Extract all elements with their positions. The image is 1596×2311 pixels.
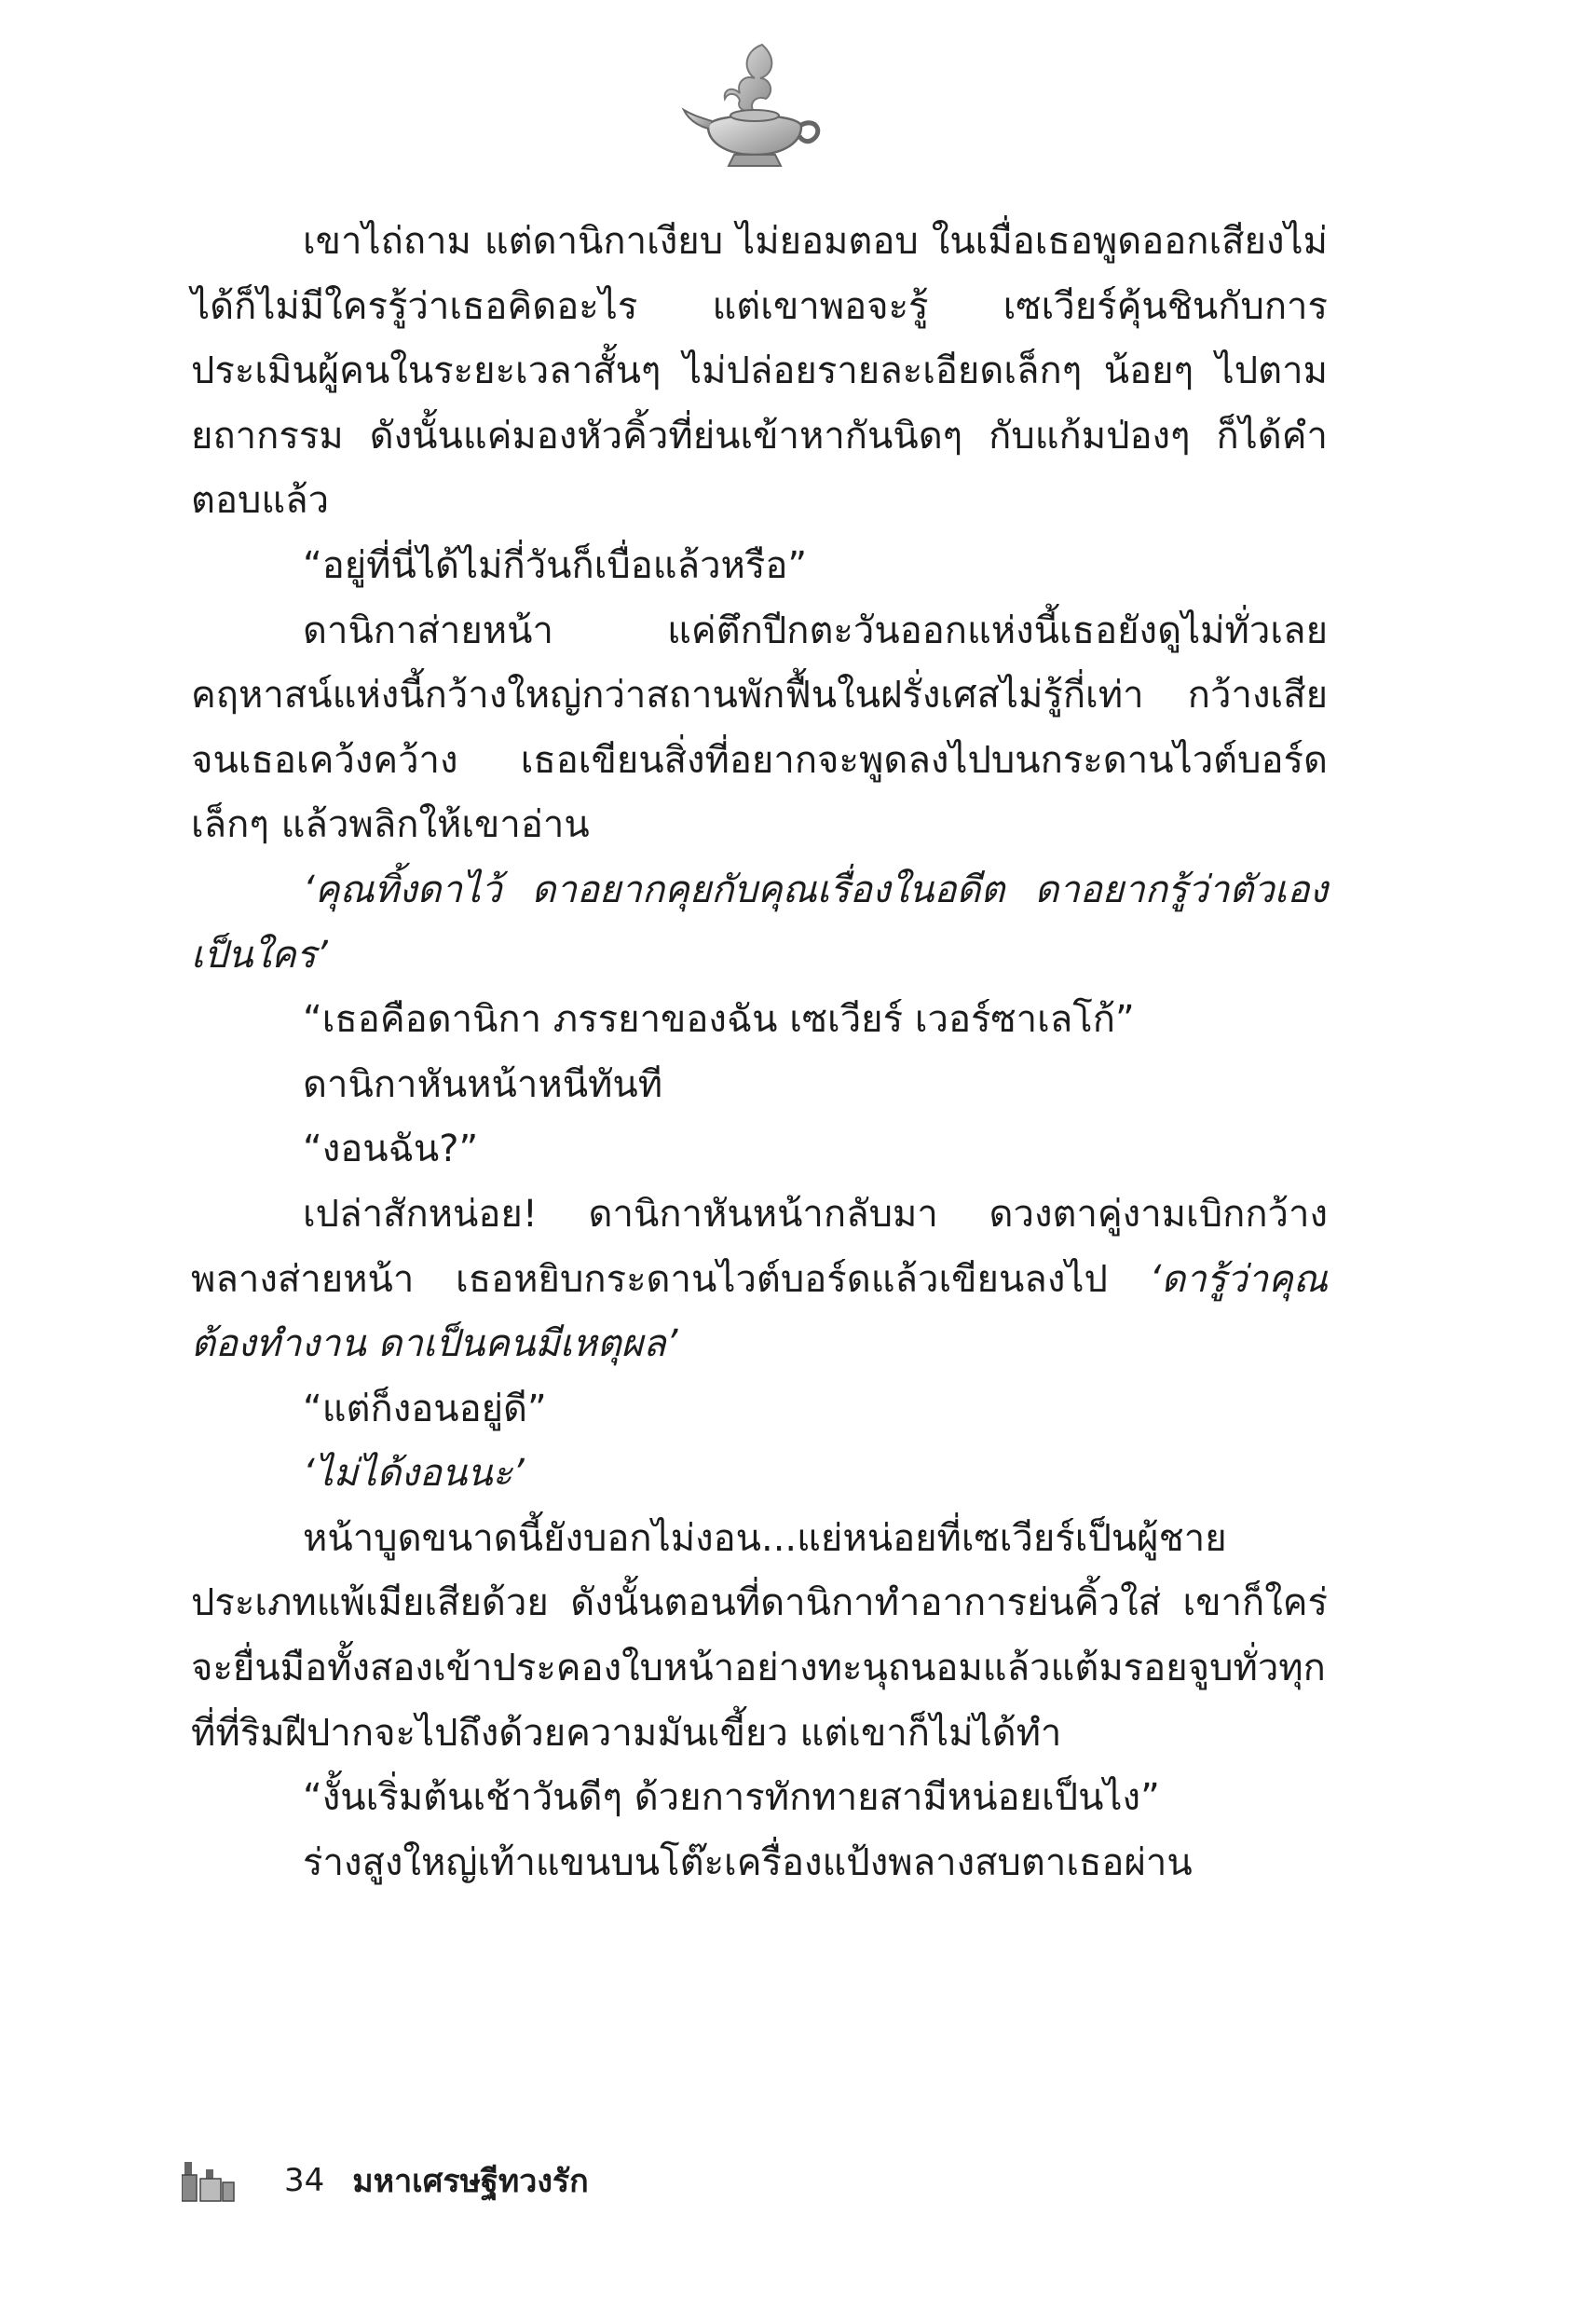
paragraph: “เธอคือดานิกา ภรรยาของฉัน เซเวียร์ เวอร์ซาเลโก้” — [303, 998, 1135, 1042]
page-body — [191, 210, 1328, 2129]
paragraph: ร่างสูงใหญ่เท้าแขนบนโต๊ะเครื่องแป้งพลางสบตาเธอผ่าน — [303, 1840, 1193, 1884]
paragraph-italic: ‘ไม่ได้งอนนะ’ — [303, 1452, 525, 1496]
paragraph: ดานิกาส่ายหน้า แค่ตึกปีกตะวันออกแห่งนี้เธอยังดูไม่ทั่วเลย คฤหาสน์แห่งนี้กว้างใหญ่กว่าสถานพักฟื้นในฝรั่งเศสไม่รู้กี่เท่า กว้างเสียจนเธอเคว้งคว้าง เธอเขียนสิ่งที่อยากจะพูดลงไปบนกระดานไวต์บอร์ดเล็กๆ แล้วพลิกให้เขาอ่าน — [191, 609, 1328, 847]
paragraph: “อยู่ที่นี่ได้ไม่กี่วันก็เบื่อแล้วหรือ” — [303, 543, 808, 587]
paragraph: ดานิกาหันหน้าหนีทันที — [303, 1062, 663, 1106]
paragraph: เขาไถ่ถาม แต่ดานิกาเงียบ ไม่ยอมตอบ ในเมื่อเธอพูดออกเสียงไม่ได้ก็ไม่มีใครรู้ว่าเธอคิดอะไร แต่เขาพอจะรู้ เซเวียร์คุ้นชินกับการประเมินผู้คนในระยะเวลาสั้นๆ ไม่ปล่อยรายละเอียดเล็กๆ น้อยๆ ไปตามยถากรรม ดังนั้นแค่มองหัวคิ้วที่ย่นเข้าหากันนิดๆ กับแก้มป่องๆ ก็ได้คำตอบแล้ว — [191, 220, 1328, 523]
page-footer — [182, 2157, 589, 2204]
paragraph-italic-tail: ‘ดารู้ว่าคุณต้องทำงาน ดาเป็นคนมีเหตุผล’ — [191, 1257, 1328, 1366]
perfume-bottles-icon — [182, 2158, 236, 2203]
paragraph: “แต่ก็งอนอยู่ดี” — [303, 1387, 547, 1430]
paragraph: “งั้นเริ่มต้นเช้าวันดีๆ ด้วยการทักทายสามีหน่อยเป็นไง” — [303, 1776, 1160, 1820]
book-title: มหาเศรษฐีทวงรัก — [352, 2163, 589, 2200]
paragraph: “งอนฉัน?” — [303, 1128, 479, 1171]
paragraph: หน้าบูดขนาดนี้ยังบอกไม่งอน...แย่หน่อยที่เซเวียร์เป็นผู้ชายประเภทแพ้เมียเสียด้วย ดังนั้นตอนที่ดานิกาทำอาการย่นคิ้วใส่ เขาก็ใคร่จะยื่นมือทั้งสองเข้าประคองใบหน้าอย่างทะนุถนอมแล้วแต้มรอยจูบทั่วทุกที่ที่ริมฝีปากจะไปถึงด้วยความมันเขี้ยว แต่เขาก็ไม่ได้ทำ — [191, 1516, 1328, 1755]
genie-lamp-icon — [680, 37, 829, 177]
paragraph-mixed — [191, 1183, 1328, 1377]
paragraph-italic: ‘คุณทิ้งดาไว้ ดาอยากคุยกับคุณเรื่องในอดีต ดาอยากรู้ว่าตัวเองเป็นใคร’ — [191, 868, 1328, 977]
paragraph-text: เปล่าสักหน่อย! ดานิกาหันหน้ากลับมา ดวงตาคู่งามเบิกกว้างพลางส่ายหน้า เธอหยิบกระดานไวต์บอร์ดแล้วเขียนลงไป — [191, 1192, 1328, 1301]
page-number: 34 — [284, 2162, 325, 2199]
